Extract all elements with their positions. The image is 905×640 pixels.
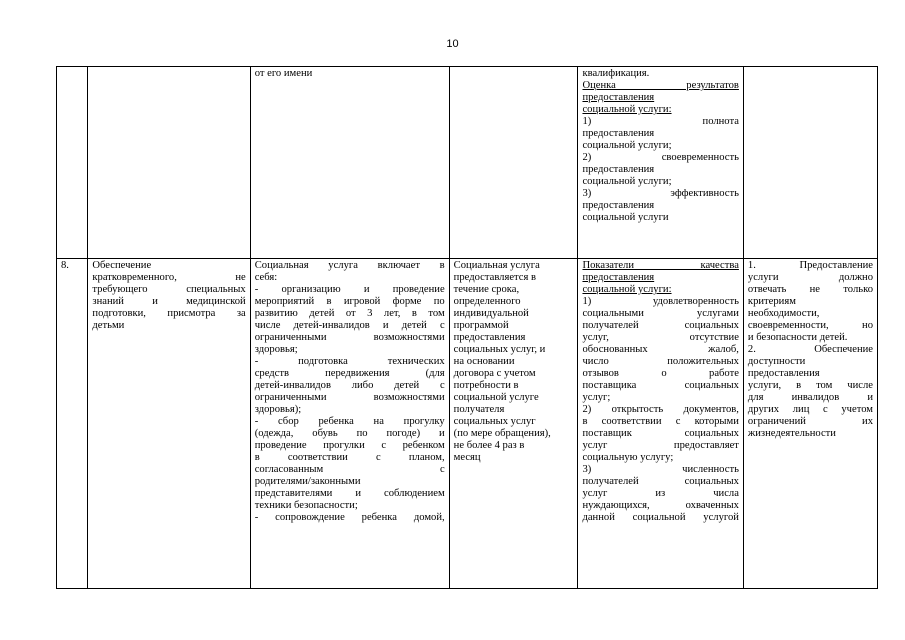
cell-text-line: услуги, в том числе bbox=[747, 380, 873, 391]
cell-text-line: поставщика социальных bbox=[582, 380, 739, 391]
cell-text-line: социальной услуги; bbox=[582, 176, 672, 187]
table-row bbox=[57, 67, 878, 259]
page-number: 10 bbox=[446, 38, 459, 50]
cell-text-line: социальной услуги; bbox=[582, 140, 672, 151]
cell-text-line: услуг из числа bbox=[582, 488, 739, 499]
cell-text-line: предоставления bbox=[582, 200, 655, 211]
cell-text-line: знаний и медицинской bbox=[92, 296, 246, 307]
cell-text-line: жизнедеятельности bbox=[747, 428, 836, 439]
cell-text-line: от его имени bbox=[254, 68, 313, 79]
cell-text-line: отзывов о работе bbox=[582, 368, 739, 379]
cell-text-line: в соответствии с которыми bbox=[582, 416, 739, 427]
cell-text-line: обоснованных жалоб, bbox=[582, 344, 739, 355]
cell-text-line: предоставления bbox=[582, 164, 655, 175]
cell-text-line: доступности bbox=[747, 356, 806, 367]
cell-text-line: 3) численность bbox=[582, 464, 739, 475]
conditions-cell bbox=[743, 259, 877, 589]
cell-text-line: здоровья; bbox=[254, 344, 298, 355]
cell-text-line: индивидуальной bbox=[453, 308, 529, 319]
cell-text-line: число положительных bbox=[582, 356, 739, 367]
row-number-cell bbox=[57, 67, 88, 259]
cell-text-line: в соответствии с планом, bbox=[254, 452, 445, 463]
service-term-cell bbox=[449, 67, 578, 259]
cell-text-line: социальной услуге bbox=[453, 392, 539, 403]
service-content-cell bbox=[250, 259, 449, 589]
cell-text-line: 2. Обеспечение bbox=[747, 344, 873, 355]
cell-text-line: поставщик социальных bbox=[582, 428, 739, 439]
cell-text-line: предоставления bbox=[453, 332, 526, 343]
cell-text-line: подготовки, присмотра за bbox=[92, 308, 246, 319]
cell-text-line: детей-инвалидов либо детей с bbox=[254, 380, 445, 391]
quality-indicators-cell bbox=[578, 259, 743, 589]
cell-text-line: мероприятий в игровой форме по bbox=[254, 296, 445, 307]
cell-text-line: требующего специальных bbox=[92, 284, 246, 295]
row-number-cell bbox=[57, 259, 88, 589]
cell-text-line: кратковременного, не bbox=[92, 272, 246, 283]
conditions-cell bbox=[743, 67, 877, 259]
cell-text-line: детьми bbox=[92, 320, 125, 331]
cell-text-line: для инвалидов и bbox=[747, 392, 873, 403]
cell-text-line: предоставления bbox=[582, 272, 655, 283]
cell-text-line: определенного bbox=[453, 296, 521, 307]
service-name-cell bbox=[88, 259, 250, 589]
cell-text-line: проведение прогулки с ребенком bbox=[254, 440, 445, 451]
cell-text-line: получателей социальных bbox=[582, 476, 739, 487]
cell-text-line: Обеспечение bbox=[92, 260, 152, 271]
cell-text-line: согласованным с bbox=[254, 464, 445, 475]
cell-text-line: социальной услуги: bbox=[582, 284, 672, 295]
cell-text-line: квалификация. bbox=[582, 68, 650, 79]
cell-text-line: договора с учетом bbox=[453, 368, 536, 379]
cell-text-line: предоставления bbox=[747, 368, 820, 379]
cell-text-line: критериям bbox=[747, 296, 796, 307]
cell-text-line: социальной услуги: bbox=[582, 104, 672, 115]
cell-text-line: нуждающихся, охваченных bbox=[582, 500, 739, 511]
cell-text-line: развитию детей от 3 лет, в том bbox=[254, 308, 445, 319]
cell-text-line: 1) полнота bbox=[582, 116, 739, 127]
table-row bbox=[57, 259, 878, 589]
cell-text-line: представителями и соблюдением bbox=[254, 488, 445, 499]
cell-text-line: 2) своевременность bbox=[582, 152, 739, 163]
services-table bbox=[56, 66, 878, 589]
cell-text-line: услуг, отсутствие bbox=[582, 332, 739, 343]
cell-text-line: потребности в bbox=[453, 380, 519, 391]
cell-text-line: социальными услугами bbox=[582, 308, 739, 319]
cell-text-line: 3) эффективность bbox=[582, 188, 739, 199]
cell-text-line: данной социальной услугой bbox=[582, 512, 739, 523]
cell-text-line: Социальная услуга bbox=[453, 260, 540, 271]
cell-text-line: техники безопасности; bbox=[254, 500, 358, 511]
cell-text-line: Социальная услуга включает в bbox=[254, 260, 445, 271]
cell-text-line: необходимости, bbox=[747, 308, 820, 319]
cell-text-line: себя: bbox=[254, 272, 278, 283]
cell-text-line: отвечать не только bbox=[747, 284, 873, 295]
cell-text-line: услуг; bbox=[582, 392, 611, 403]
quality-indicators-cell bbox=[578, 67, 743, 259]
cell-text-line: услуги должно bbox=[747, 272, 873, 283]
cell-text-line: - сопровождение ребенка домой, bbox=[254, 512, 445, 523]
cell-text-line: 8. bbox=[61, 260, 69, 271]
cell-text-line: (одежда, обувь по погоде) и bbox=[254, 428, 445, 439]
cell-text-line: Оценка результатов bbox=[582, 80, 739, 91]
cell-text-line: 1. Предоставление bbox=[747, 260, 873, 271]
cell-text-line: (по мере обращения), bbox=[453, 428, 551, 439]
cell-text-line: получателей социальных bbox=[582, 320, 739, 331]
cell-text-line: числе детей-инвалидов и детей с bbox=[254, 320, 445, 331]
cell-text-line: своевременности, но bbox=[747, 320, 873, 331]
cell-text-line: ограниченными возможностями bbox=[254, 332, 445, 343]
cell-text-line: ограниченными возможностями bbox=[254, 392, 445, 403]
cell-text-line: получателя bbox=[453, 404, 505, 415]
cell-text-line: не более 4 раз в bbox=[453, 440, 525, 451]
cell-text-line: родителями/законными bbox=[254, 476, 361, 487]
cell-text-line: социальной услуги bbox=[582, 212, 669, 223]
cell-text-line: 1) удовлетворенность bbox=[582, 296, 739, 307]
cell-text-line: течение срока, bbox=[453, 284, 520, 295]
cell-text-line: предоставляется в bbox=[453, 272, 537, 283]
service-name-cell bbox=[88, 67, 250, 259]
cell-text-line: - подготовка технических bbox=[254, 356, 445, 367]
cell-text-line: здоровья); bbox=[254, 404, 302, 415]
cell-text-line: услуг предоставляет bbox=[582, 440, 739, 451]
cell-text-line: Показатели качества bbox=[582, 260, 739, 271]
cell-text-line: социальных услуг, и bbox=[453, 344, 546, 355]
service-content-cell bbox=[250, 67, 449, 259]
cell-text-line: предоставления bbox=[582, 128, 655, 139]
cell-text-line: месяц bbox=[453, 452, 481, 463]
cell-text-line: других лиц с учетом bbox=[747, 404, 873, 415]
cell-text-line: социальную услугу; bbox=[582, 452, 674, 463]
service-term-cell bbox=[449, 259, 578, 589]
cell-text-line: средств передвижения (для bbox=[254, 368, 445, 379]
cell-text-line: социальных услуг bbox=[453, 416, 536, 427]
cell-text-line: на основании bbox=[453, 356, 515, 367]
cell-text-line: - организацию и проведение bbox=[254, 284, 445, 295]
cell-text-line: ограничений их bbox=[747, 416, 873, 427]
cell-text-line: предоставления bbox=[582, 92, 655, 103]
cell-text-line: и безопасности детей. bbox=[747, 332, 848, 343]
cell-text-line: 2) открытость документов, bbox=[582, 404, 739, 415]
cell-text-line: - сбор ребенка на прогулку bbox=[254, 416, 445, 427]
cell-text-line: программой bbox=[453, 320, 509, 331]
